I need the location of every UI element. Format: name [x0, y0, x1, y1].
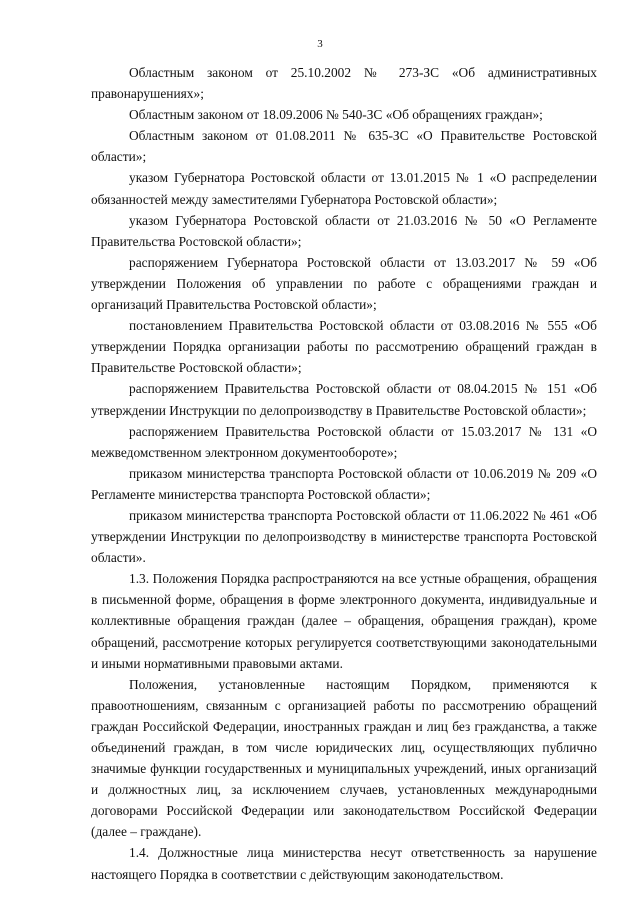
paragraph: указом Губернатора Ростовской области от 21.03.2016 № 50 «О Регламенте Правительства Ростовской области»; — [91, 212, 597, 249]
paragraph: указом Губернатора Ростовской области от 13.01.2015 № 1 «О распределении обязанностей между заместителями Губернатора Ростовской области»; — [91, 170, 597, 207]
paragraph: 1.3. Положения Порядка распространяются на все устные обращения, обращения в письменной форме, обращения в форме электронного документа, индивидуальные и коллективные обращения граждан (далее – обращения, обращения граждан), кроме обращений, рассмотрение которых регулируется соответствующими законодательными и иными нормативными правовыми актами. — [91, 571, 597, 671]
paragraph: приказом министерства транспорта Ростовской области от 11.06.2022 № 461 «Об утверждении Инструкции по делопроизводству в министерстве транспорта Ростовской области». — [91, 507, 597, 566]
paragraph: распоряжением Правительства Ростовской области от 15.03.2017 № 131 «О межведомственном электронном документообороте»; — [91, 423, 597, 460]
paragraph: 1.4. Должностные лица министерства несут ответственность за нарушение настоящего Порядка в соответствии с действующим законодательством. — [91, 845, 597, 882]
paragraph: приказом министерства транспорта Ростовской области от 10.06.2019 № 209 «О Регламенте министерства транспорта Ростовской области»; — [91, 465, 597, 502]
paragraph: распоряжением Правительства Ростовской области от 08.04.2015 № 151 «Об утверждении Инструкции по делопроизводству в Правительстве Ростовской области»; — [91, 381, 597, 418]
paragraph: распоряжением Губернатора Ростовской области от 13.03.2017 № 59 «Об утверждении Положения об управлении по работе с обращениями граждан и организаций Правительства Ростовской области»; — [91, 254, 597, 313]
paragraph: постановлением Правительства Ростовской области от 03.08.2016 № 555 «Об утверждении Порядка организации работы по рассмотрению обращений граждан в Правительстве Ростовской области»; — [91, 318, 597, 376]
document-body — [91, 62, 597, 885]
paragraph: Областным законом от 01.08.2011 № 635-ЗС «О Правительстве Ростовской области»; — [91, 128, 597, 165]
paragraph: Областным законом от 18.09.2006 № 540-ЗС «Об обращениях граждан»; — [129, 107, 543, 123]
page-number: 3 — [317, 38, 323, 50]
paragraph: Положения, установленные настоящим Порядком, применяются к правоотношениям, связанным с организацией работы по рассмотрению обращений граждан Российской Федерации, иностранных граждан и лиц без гражданства, а также объединений граждан, в том числе юридических лиц, осуществляющих публично значимые функции государственных и муниципальных учреждений, иных организаций и должностных лиц, за исключением случаев, установленных международными договорами Российской Федерации или законодательством Российской Федерации (далее – граждане). — [91, 676, 597, 840]
paragraph: Областным законом от 25.10.2002 № 273-ЗС «Об административных правонарушениях»; — [91, 65, 597, 102]
